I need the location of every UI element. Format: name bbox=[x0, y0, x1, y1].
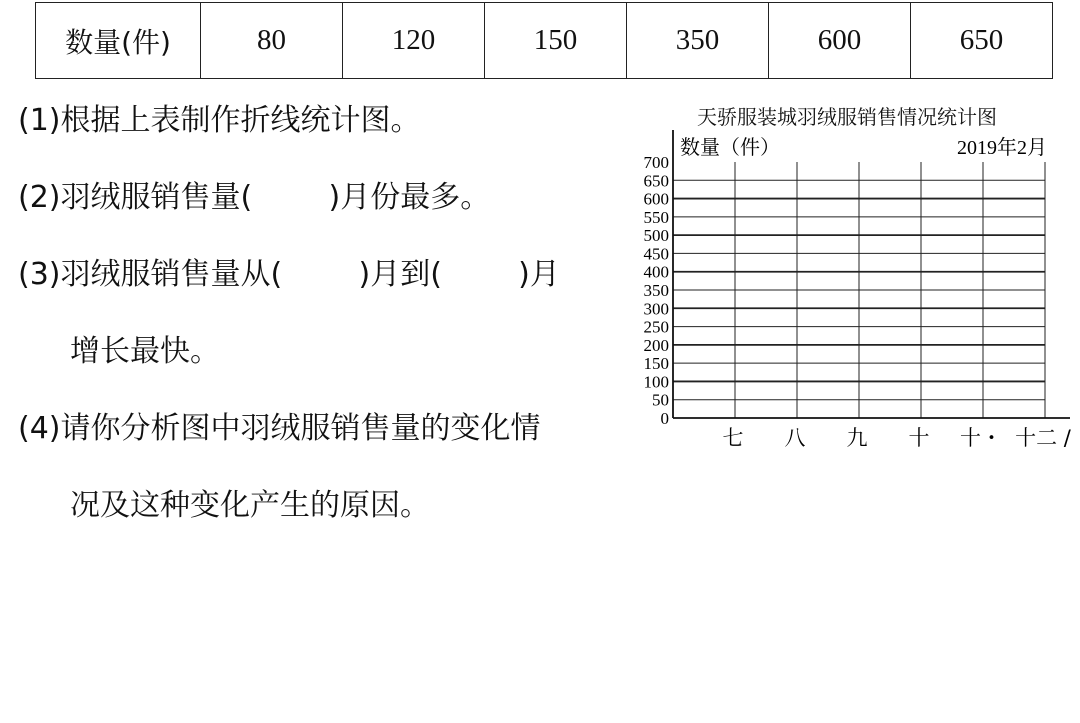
x-tick-label: 九 bbox=[846, 426, 868, 450]
x-tick-label: 八 bbox=[784, 426, 806, 450]
sales-data-table bbox=[35, 2, 1053, 79]
y-axis-label: 数量（件） bbox=[680, 135, 780, 159]
y-tick-label: 100 bbox=[643, 372, 669, 392]
y-tick-label: 150 bbox=[643, 354, 669, 374]
x-tick-label: 十・ bbox=[960, 426, 1002, 450]
x-tick-label: 十二 / bbox=[1015, 426, 1071, 450]
y-tick-label: 400 bbox=[643, 262, 669, 282]
question-4-continued: 况及这种变化产生的原因。 bbox=[70, 488, 430, 523]
chart-date: 2019年2月 bbox=[957, 137, 1047, 159]
y-tick-label: 700 bbox=[643, 153, 669, 172]
table-cell: 150 bbox=[485, 3, 627, 79]
y-tick-label: 450 bbox=[643, 244, 669, 264]
table-cell: 350 bbox=[627, 3, 769, 79]
y-tick-label: 350 bbox=[643, 281, 669, 300]
y-tick-label: 650 bbox=[643, 171, 669, 191]
question-4: (4)请你分析图中羽绒服销售量的变化情 bbox=[18, 411, 541, 446]
table-cell: 80 bbox=[201, 3, 343, 79]
table-row bbox=[36, 3, 1053, 79]
question-2: (2)羽绒服销售量( )月份最多。 bbox=[18, 180, 491, 215]
line-chart-grid bbox=[620, 125, 1080, 455]
y-tick-label: 500 bbox=[643, 226, 669, 246]
y-tick-label: 550 bbox=[643, 207, 669, 227]
table-cell: 650 bbox=[911, 3, 1053, 79]
table-cell: 600 bbox=[769, 3, 911, 79]
question-1: (1)根据上表制作折线统计图。 bbox=[18, 103, 421, 138]
y-tick-label: 0 bbox=[660, 409, 669, 428]
chart-title: 天骄服装城羽绒服销售情况统计图 bbox=[697, 105, 997, 129]
y-tick-label: 300 bbox=[643, 299, 669, 319]
y-tick-label: 50 bbox=[652, 390, 669, 410]
table-header-cell: 数量(件) bbox=[36, 3, 201, 79]
question-3-continued: 增长最快。 bbox=[70, 334, 220, 369]
y-tick-label: 200 bbox=[643, 335, 669, 355]
x-tick-label: 七 bbox=[722, 426, 744, 450]
y-tick-label: 600 bbox=[643, 189, 669, 209]
table-cell: 120 bbox=[343, 3, 485, 79]
x-tick-label: 十 bbox=[908, 426, 930, 450]
question-3: (3)羽绒服销售量从( )月到( )月 bbox=[18, 257, 560, 292]
y-tick-label: 250 bbox=[643, 317, 669, 337]
